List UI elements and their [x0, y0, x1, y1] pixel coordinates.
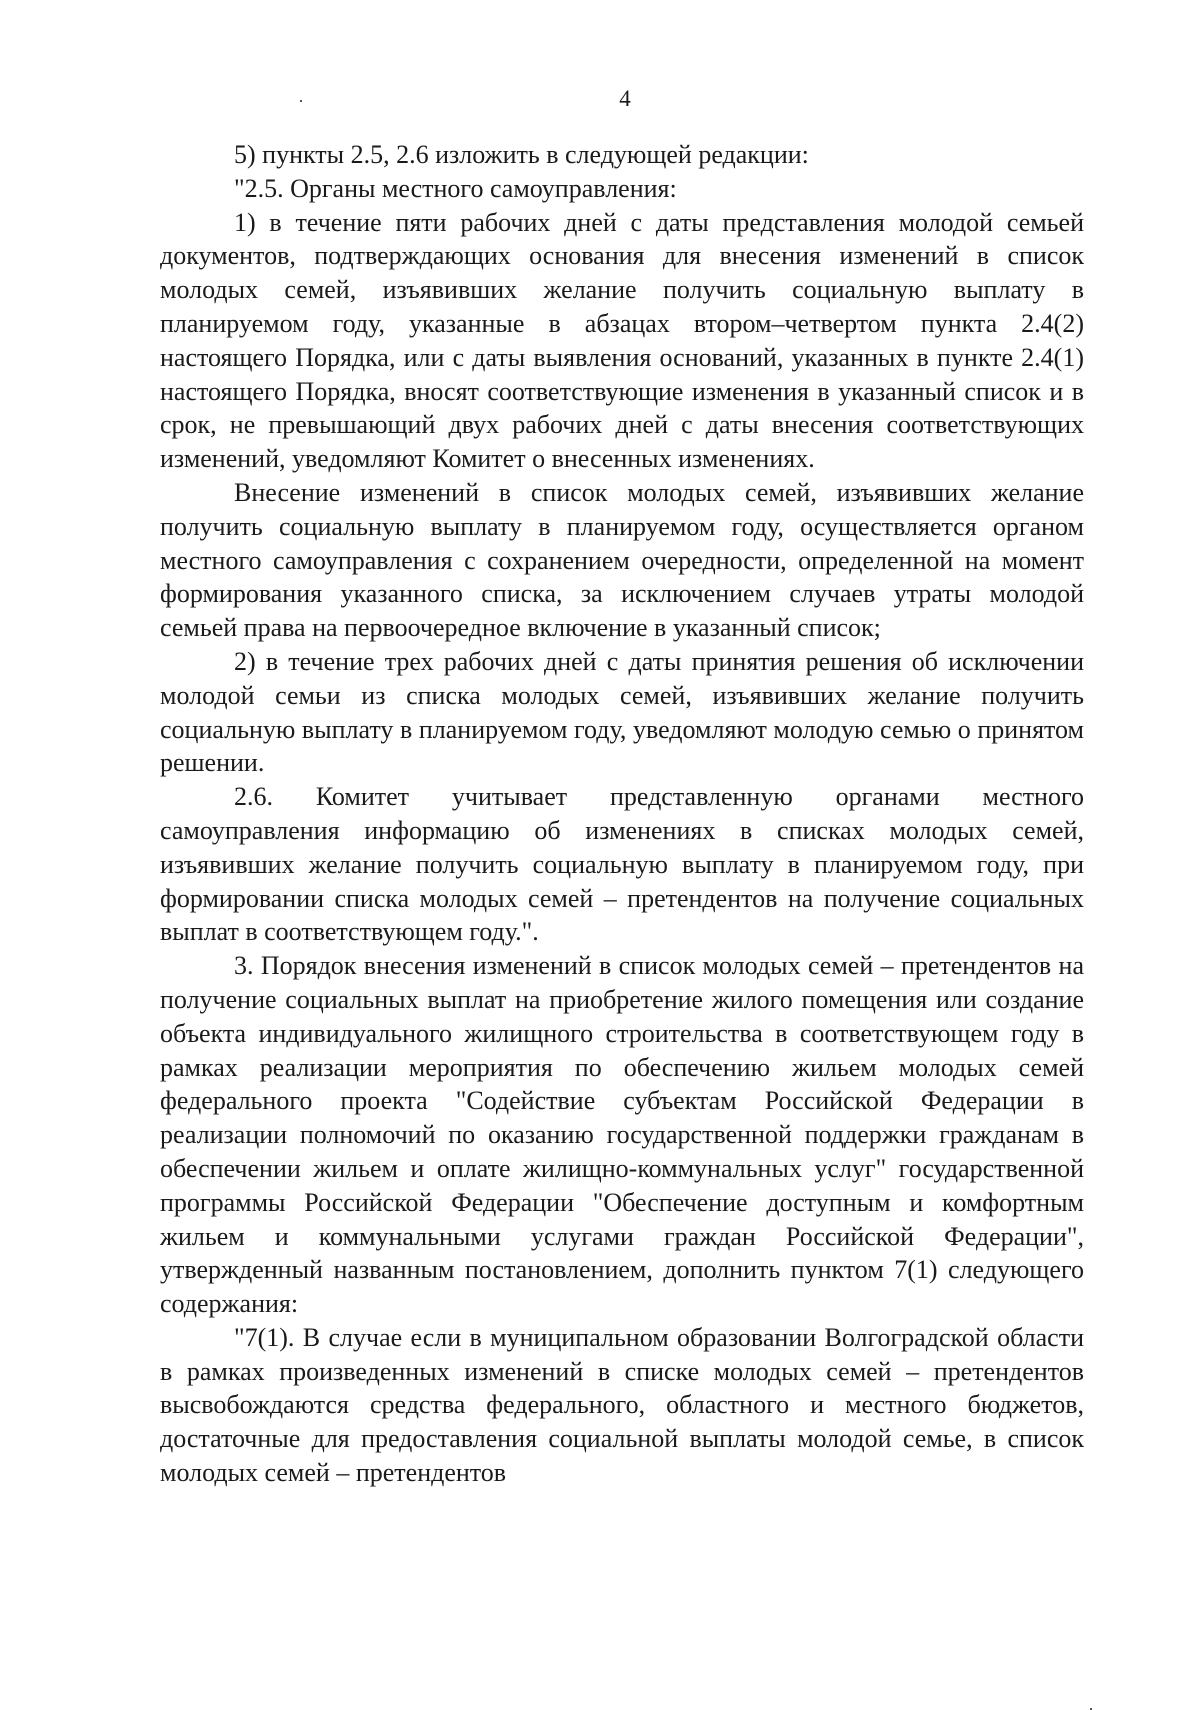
paragraph-section-2-6: 2.6. Комитет учитывает представленную органами местного самоуправления информацию об изменениях в списках молодых семей, изъявивших желание получить социальную выплату в планируемом году, при формировании списка молодых семей – претендентов на получение социальных выплат в соответствующем году.".	[160, 782, 1084, 947]
paragraph-amendment-5: 5) пункты 2.5, 2.6 изложить в следующей редакции:	[234, 140, 809, 169]
scan-speck	[300, 100, 302, 102]
document-body	[160, 138, 1084, 1490]
paragraph-list-changes: Внесение изменений в список молодых семей, изъявивших желание получить социальную выплату в планируемом году, осуществляется органом местного самоуправления с сохранением очередности, определенной на момент формирования указанного списка, за исключением случаев утраты молодой семьей права на первоочередное включение в указанный список;	[160, 477, 1084, 643]
paragraph-section-3: 3. Порядок внесения изменений в список молодых семей – претендентов на получение социальных выплат на приобретение жилого помещения или создание объекта индивидуального жилищного строительства в соответствующем году в рамках реализации мероприятия по обеспечению жильем молодых семей федерального проекта "Содействие субъектам Российской Федерации в реализации полномочий по оказанию государственной поддержки гражданам в обеспечении жильем и оплате жилищно-коммунальных услуг" государственной программы Российской Федерации "Обеспечение доступным и комфортным жильем и коммунальными услугами граждан Российской Федерации", утвержденный названным постановлением, дополнить пунктом 7(1) следующего содержания:	[160, 951, 1084, 1319]
paragraph-section-2-5-item-2: 2) в течение трех рабочих дней с даты принятия решения об исключении молодой семьи из списка молодых семей, изъявивших желание получить социальную выплату в планируемом году, уведомляют молодую семью о принятом решении.	[160, 646, 1084, 778]
page-number: 4	[619, 86, 631, 111]
paragraph-section-2-5-item-1: 1) в течение пяти рабочих дней с даты представления молодой семьей документов, подтверждающих основания для внесения изменений в список молодых семей, изъявивших желание получить социальную выплату в планируемом году, указанные в абзацах втором–четвертом пункта 2.4(2) настоящего Порядка, или с даты выявления оснований, указанных в пункте 2.4(1) настоящего Порядка, вносят соответствующие изменения в указанный список и в срок, не превышающий двух рабочих дней с даты внесения соответствующих изменений, уведомляют Комитет о внесенных изменениях.	[160, 207, 1084, 474]
paragraph-item-7-1: "7(1). В случае если в муниципальном образовании Волгоградской области в рамках произведенных изменений в списке молодых семей – претендентов высвобождаются средства федерального, областного и местного бюджетов, достаточные для предоставления социальной выплаты молодой семье, в список молодых семей – претендентов	[160, 1322, 1084, 1488]
paragraph-section-2-5-heading: "2.5. Органы местного самоуправления:	[234, 173, 677, 203]
